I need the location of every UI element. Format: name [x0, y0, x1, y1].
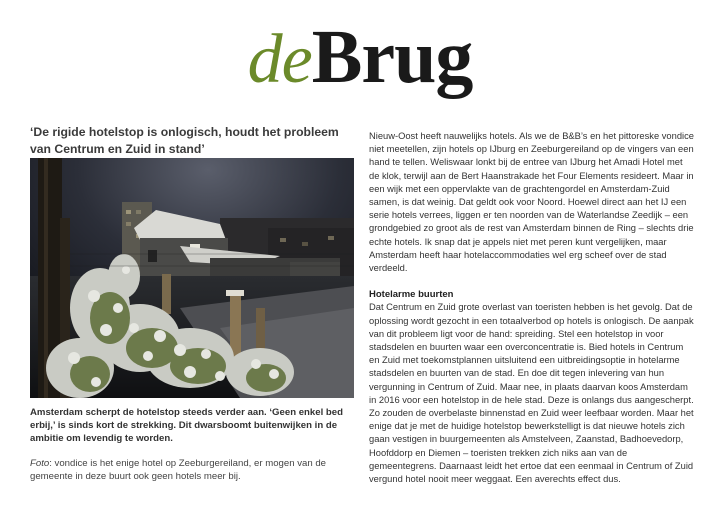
headline-quote: ‘De rigide hotelstop is onlogisch, houdt het probleem van Centrum en Zuid in stand’: [30, 125, 339, 156]
masthead: [0, 14, 720, 99]
subheading: Hotelarme buurten: [369, 289, 454, 301]
article-body: [369, 130, 695, 486]
debrug-logo: [248, 14, 473, 101]
logo-de: de: [247, 21, 312, 98]
credit-text: : vondice is het enige hotel op Zeeburgereiland, er mogen van de gemeente in deze buurt ook geen hotels meer bij.: [30, 458, 327, 482]
second-paragraph: Dat Centrum en Zuid grote overlast van toeristen hebben is het gevolg. Dat de oplossing wordt gezocht in een totaalverbod op hotels is onlogisch. De aanpak van dit probleem ligt voor de hand: spreiding. Stel een hotelstop in voor stadsdelen en buurten waar een overconcentratie is. Bied hotels in Centrum en Zuid met toekomstplannen uitsluitend een uitbreidingsoptie in hotelarme stadsdelen en buurten van de stad. En doe dit tegen inlevering van hun vergunning in Centrum of Zuid. Maar nee, in plaats daarvan koos Amsterdam in 2016 voor een hotelstop in de hele stad. Deze is onlangs dus aangescherpt. Zo zouden de overbelaste binnenstad en Zuid weer leefbaar worden. Maar het enige dat je met de huidige hotelstop bewerkstelligt is dat nieuwe hotels zich gaan vestigen in buurgemeenten als Amstelveen, Zaanstad, Badhoevedorp, Hoofddorp en Diemen – toeristen trekken zich niks aan van de gemeentegrens. Daarnaast leidt het ertoe dat een eenmaal in Centrum of Zuid vergund hotel nooit meer weggaat. Een averechts effect dus.: [369, 302, 694, 485]
photo-credit: [30, 457, 356, 483]
night-snow-garden-photo: [30, 158, 354, 398]
logo-brug: Brug: [311, 15, 473, 99]
photo-caption: Amsterdam scherpt de hotelstop steeds verder aan. ‘Geen enkel bed erbij,’ is sinds kort de strekking. Dit dwarsboomt buitenwijken in de ambitie om levendig te worden.: [30, 407, 343, 444]
article-photo: [30, 158, 354, 398]
credit-label: Foto: [30, 458, 50, 469]
headline-block: [30, 124, 356, 157]
intro-paragraph: Nieuw-Oost heeft nauwelijks hotels. Als we de B&B’s en het pittoreske vondice niet meetellen, zijn hotels op IJburg en Zeeburgereiland op de vingers van een hand te tellen. Weliswaar lonkt bij de entree van IJburg het Amadi Hotel met de klok, terwijl aan de Bert Haanstrakade het Four Elements resideert. Maar in een wijk met een oppervlakte van de grachtengordel en Amsterdam-Zuid samen, is dat weinig. Dat geldt ook voor Noord. Hoewel direct aan het IJ een serie hotels verrees, liggen er ten noorden van de Waterlandse Zeedijk – een grondgebied zo groot als de rest van Amsterdam binnen de Ring – slechts drie echte hotels. Ik snap dat je appels niet met peren kunt vergelijken, maar Amsterdam heeft haar hotelaccommodaties wel erg scheef over de stad verdeeld.: [369, 131, 694, 274]
